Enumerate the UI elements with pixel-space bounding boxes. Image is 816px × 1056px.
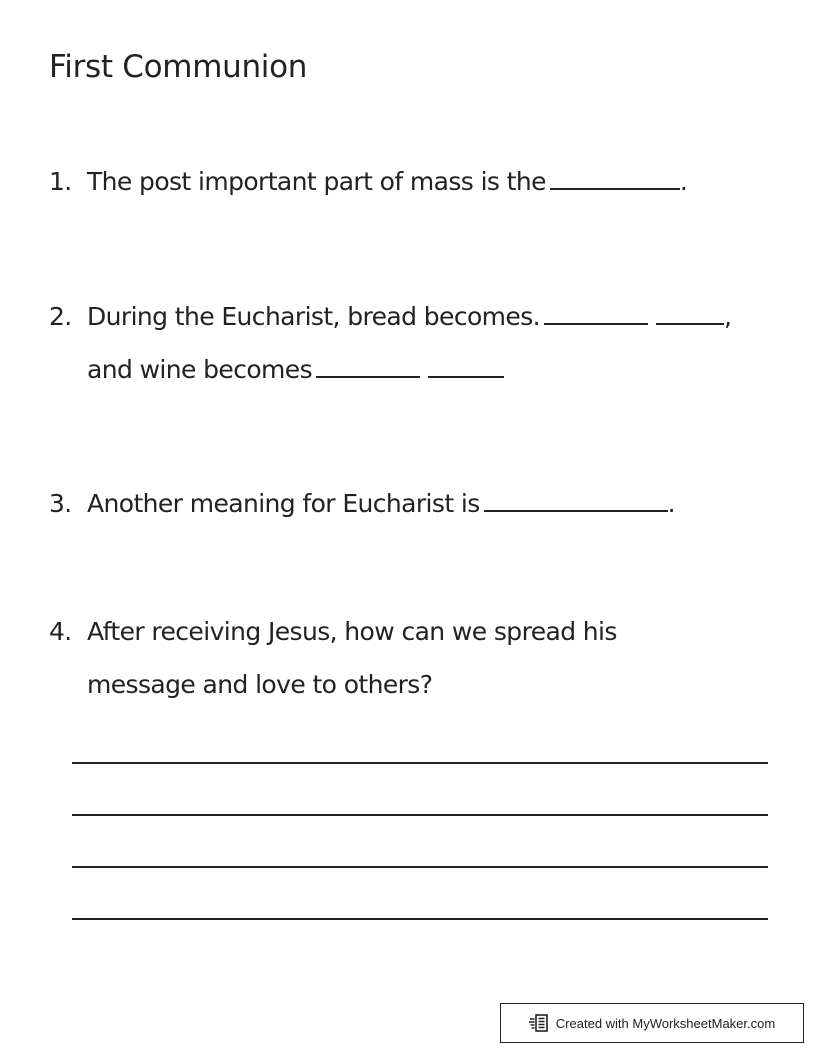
question-number: 3.	[49, 489, 72, 518]
question-2	[49, 302, 731, 331]
answer-blank[interactable]	[544, 322, 648, 325]
question-text: During the Eucharist, bread becomes.	[87, 302, 540, 331]
question-text: message and love to others?	[87, 670, 433, 699]
question-4-continuation	[87, 670, 432, 699]
question-1	[49, 167, 687, 196]
question-text: and wine becomes	[87, 355, 312, 384]
answer-blank[interactable]	[428, 375, 504, 378]
answer-blank[interactable]	[316, 375, 420, 378]
question-3	[49, 489, 675, 518]
question-punctuation: .	[679, 167, 688, 196]
answer-line[interactable]	[72, 762, 768, 764]
answer-line[interactable]	[72, 918, 768, 920]
question-text: The post important part of mass is the	[87, 167, 546, 196]
answer-blank[interactable]	[484, 509, 668, 512]
question-punctuation: ,	[723, 302, 732, 331]
answer-line[interactable]	[72, 814, 768, 816]
page-title: First Communion	[49, 49, 308, 85]
question-number: 1.	[49, 167, 72, 196]
question-punctuation: .	[667, 489, 676, 518]
footer-credit	[500, 1003, 804, 1043]
question-4	[49, 617, 617, 646]
myworksheetmaker-logo-icon	[529, 1013, 549, 1033]
footer-text: Created with MyWorksheetMaker.com	[555, 1015, 776, 1031]
answer-line[interactable]	[72, 866, 768, 868]
question-2-continuation	[87, 355, 504, 384]
answer-blank[interactable]	[656, 322, 724, 325]
question-text: Another meaning for Eucharist is	[87, 489, 480, 518]
question-number: 4.	[49, 617, 72, 646]
question-number: 2.	[49, 302, 72, 331]
question-text: After receiving Jesus, how can we spread his	[87, 617, 617, 646]
answer-blank[interactable]	[550, 187, 680, 190]
